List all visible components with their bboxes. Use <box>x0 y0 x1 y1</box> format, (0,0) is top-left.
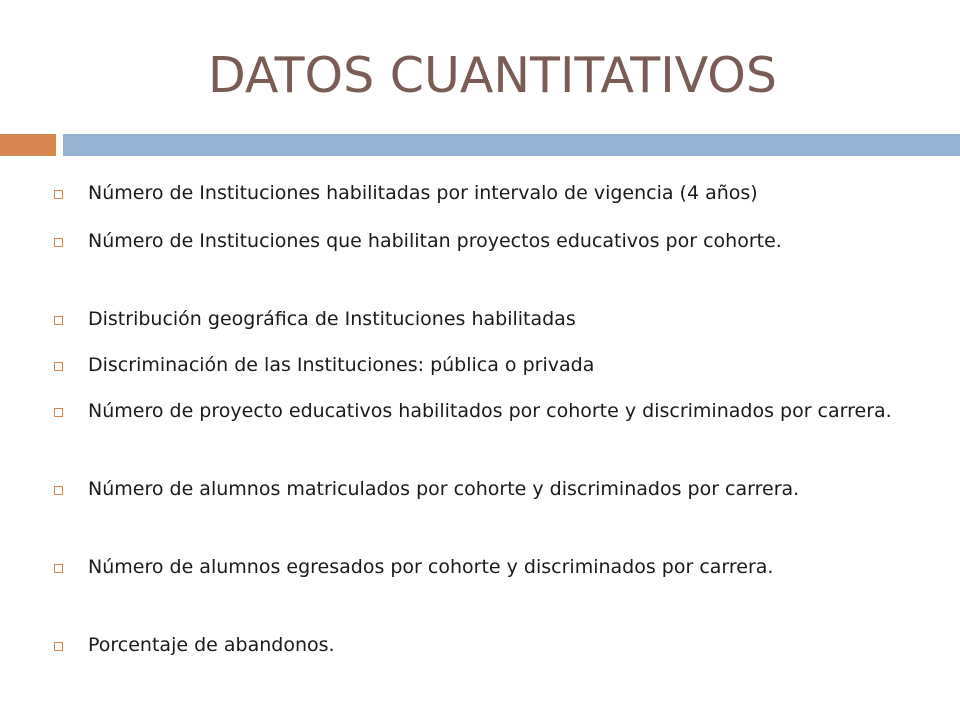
bullet-text: Número de proyecto educativos habilitados por cohorte y discriminados por carrera. <box>88 400 892 422</box>
bullet-text: Número de alumnos egresados por cohorte y discriminados por carrera. <box>88 556 774 578</box>
bullet-text: Porcentaje de abandonos. <box>88 634 335 656</box>
bullet-text: Número de Instituciones que habilitan proyectos educativos por cohorte. <box>88 230 782 252</box>
bullet-text: Discriminación de las Instituciones: pública o privada <box>88 354 595 376</box>
hollow-square-icon <box>54 408 63 417</box>
hollow-square-icon <box>54 190 63 199</box>
hollow-square-icon <box>54 642 63 651</box>
hollow-square-icon <box>54 316 63 325</box>
bullet-text: Distribución geográfica de Instituciones habilitadas <box>88 308 576 330</box>
bullet-text: Número de alumnos matriculados por cohorte y discriminados por carrera. <box>88 478 800 500</box>
slide-title: DATOS CUANTITATIVOS <box>208 47 777 104</box>
hollow-square-icon <box>54 238 63 247</box>
accent-bar-orange <box>0 134 56 156</box>
hollow-square-icon <box>54 486 63 495</box>
hollow-square-icon <box>54 362 63 371</box>
accent-bar-blue <box>63 134 960 156</box>
hollow-square-icon <box>54 564 63 573</box>
bullet-text: Número de Instituciones habilitadas por intervalo de vigencia (4 años) <box>88 182 758 204</box>
